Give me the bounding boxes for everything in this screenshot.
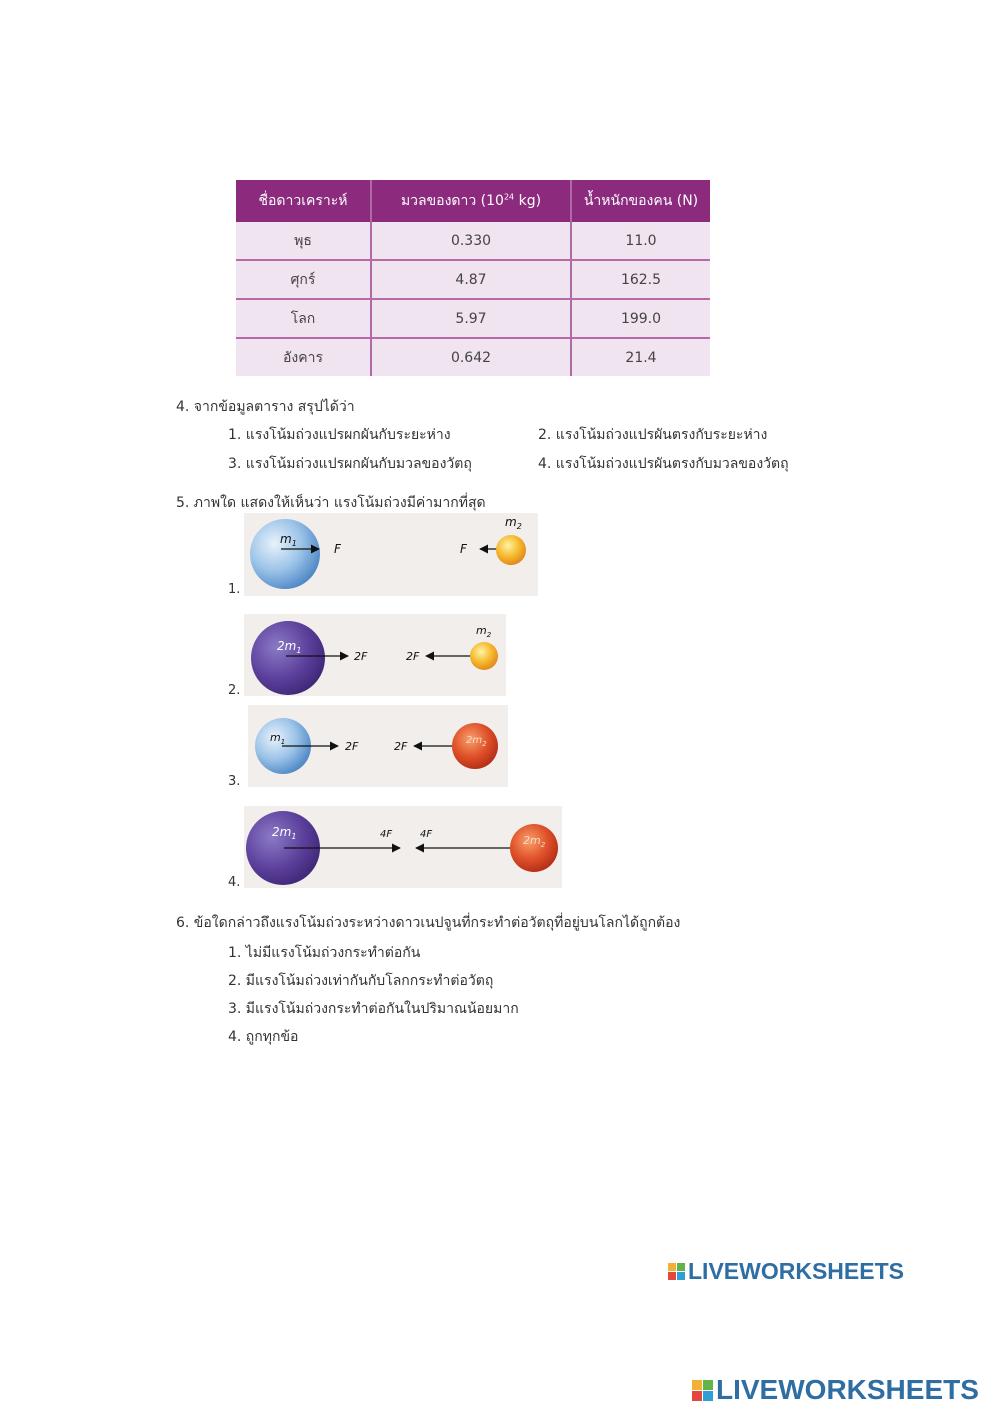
table-row xyxy=(236,222,710,260)
table-cell: 21.4 xyxy=(625,349,657,366)
q5-option-1-number[interactable]: 1. xyxy=(228,582,241,597)
table-header-mass-unit: kg) xyxy=(514,193,542,209)
q4-option-3[interactable]: 3. แรงโน้มถ่วงแปรผกผันกับมวลของวัตถุ xyxy=(228,456,472,472)
force-label-left: F xyxy=(334,542,341,556)
table-cell: 0.330 xyxy=(371,222,571,260)
table-cell: 11.0 xyxy=(571,222,710,260)
force-label-right: 2F xyxy=(406,650,420,663)
liveworksheets-footer-logo-text: LIVEWORKSHEETS xyxy=(716,1374,979,1405)
q6-option-3[interactable]: 3. มีแรงโน้มถ่วงกระทำต่อกันในปริมาณน้อยมาก xyxy=(228,1001,519,1017)
q5-figure-4[interactable] xyxy=(244,806,562,888)
table-cell: 199.0 xyxy=(571,299,710,338)
figure-2-diagram xyxy=(244,614,506,696)
table-cell: 162.5 xyxy=(571,260,710,299)
table-header-weight: น้ำหนักของคน (N) xyxy=(571,180,710,222)
table-header-planet: ชื่อดาวเคราะห์ xyxy=(236,180,371,222)
q4-option-4[interactable]: 4. แรงโน้มถ่วงแปรผันตรงกับมวลของวัตถุ xyxy=(538,456,789,472)
force-label-right: F xyxy=(460,542,467,556)
table-row xyxy=(236,299,710,338)
q5-figure-3[interactable] xyxy=(248,705,508,787)
mass-1-sphere xyxy=(250,519,320,589)
table-cell: โลก xyxy=(236,299,371,338)
mass-1-sphere xyxy=(251,621,325,695)
mass-2-label: $2m_2$ xyxy=(466,735,487,748)
force-label-left: 4F xyxy=(380,829,393,840)
table-cell: 0.642 xyxy=(371,338,571,376)
figure-4-diagram xyxy=(244,806,562,888)
mass-1-label: $2m_1$ xyxy=(277,639,302,655)
table-cell: 4.87 xyxy=(371,260,571,299)
mass-2-sphere xyxy=(452,723,498,769)
q5-figure-2[interactable] xyxy=(244,614,506,696)
mass-2-label: $m_2$ xyxy=(505,515,522,531)
mass-2-sphere xyxy=(470,642,498,670)
figure-1-diagram xyxy=(244,513,538,596)
table-cell: ศุกร์ xyxy=(236,260,371,299)
mass-2-sphere xyxy=(510,824,558,872)
liveworksheets-footer-logo-icon xyxy=(692,1380,713,1401)
planet-table xyxy=(236,180,710,376)
table-header-mass-exponent: 24 xyxy=(503,192,515,202)
figure-3-diagram xyxy=(248,705,508,787)
table-cell: 5.97 xyxy=(371,299,571,338)
table-cell: พุธ xyxy=(236,222,371,260)
q5-option-4-number[interactable]: 4. xyxy=(228,875,241,890)
force-label-right: 2F xyxy=(394,740,408,753)
q4-option-1[interactable]: 1. แรงโน้มถ่วงแปรผกผันกับระยะห่าง xyxy=(228,427,451,443)
mass-1-label: $m_1$ xyxy=(280,532,297,548)
liveworksheets-logo-text: LIVEWORKSHEETS xyxy=(688,1258,904,1284)
table-row xyxy=(236,338,710,376)
q6-option-4[interactable]: 4. ถูกทุกข้อ xyxy=(228,1029,299,1045)
mass-1-label: $2m_1$ xyxy=(272,825,297,841)
force-label-left: 2F xyxy=(345,740,359,753)
q5-option-2-number[interactable]: 2. xyxy=(228,683,241,698)
liveworksheets-footer-logo xyxy=(692,1374,979,1406)
mass-1-label: $m_1$ xyxy=(270,731,286,746)
liveworksheets-logo-icon xyxy=(668,1263,685,1280)
liveworksheets-logo xyxy=(668,1258,904,1285)
q6-option-2[interactable]: 2. มีแรงโน้มถ่วงเท่ากันกับโลกกระทำต่อวัตถุ xyxy=(228,973,494,989)
table-header-mass-text: มวลของดาว (10 xyxy=(400,193,504,209)
table-cell: อังคาร xyxy=(236,338,371,376)
question-5: 5. ภาพใด แสดงให้เห็นว่า แรงโน้มถ่วงมีค่ามากที่สุด xyxy=(176,495,486,511)
table-row xyxy=(236,260,710,299)
q6-option-1[interactable]: 1. ไม่มีแรงโน้มถ่วงกระทำต่อกัน xyxy=(228,945,421,961)
force-label-left: 2F xyxy=(354,650,368,663)
force-label-right: 4F xyxy=(420,829,433,840)
q4-option-2[interactable]: 2. แรงโน้มถ่วงแปรผันตรงกับระยะห่าง xyxy=(538,427,768,443)
mass-2-label: $m_2$ xyxy=(476,624,492,639)
q5-option-3-number[interactable]: 3. xyxy=(228,774,241,789)
q5-figure-1[interactable] xyxy=(244,513,538,596)
table-header-mass xyxy=(371,180,571,222)
question-6: 6. ข้อใดกล่าวถึงแรงโน้มถ่วงระหว่างดาวเนปจูนที่กระทำต่อวัตถุที่อยู่บนโลกได้ถูกต้อง xyxy=(176,915,681,931)
table-header-row xyxy=(236,180,710,222)
question-4: 4. จากข้อมูลตาราง สรุปได้ว่า xyxy=(176,399,355,415)
mass-2-sphere xyxy=(496,535,526,565)
mass-2-label: $2m_2$ xyxy=(523,834,546,849)
